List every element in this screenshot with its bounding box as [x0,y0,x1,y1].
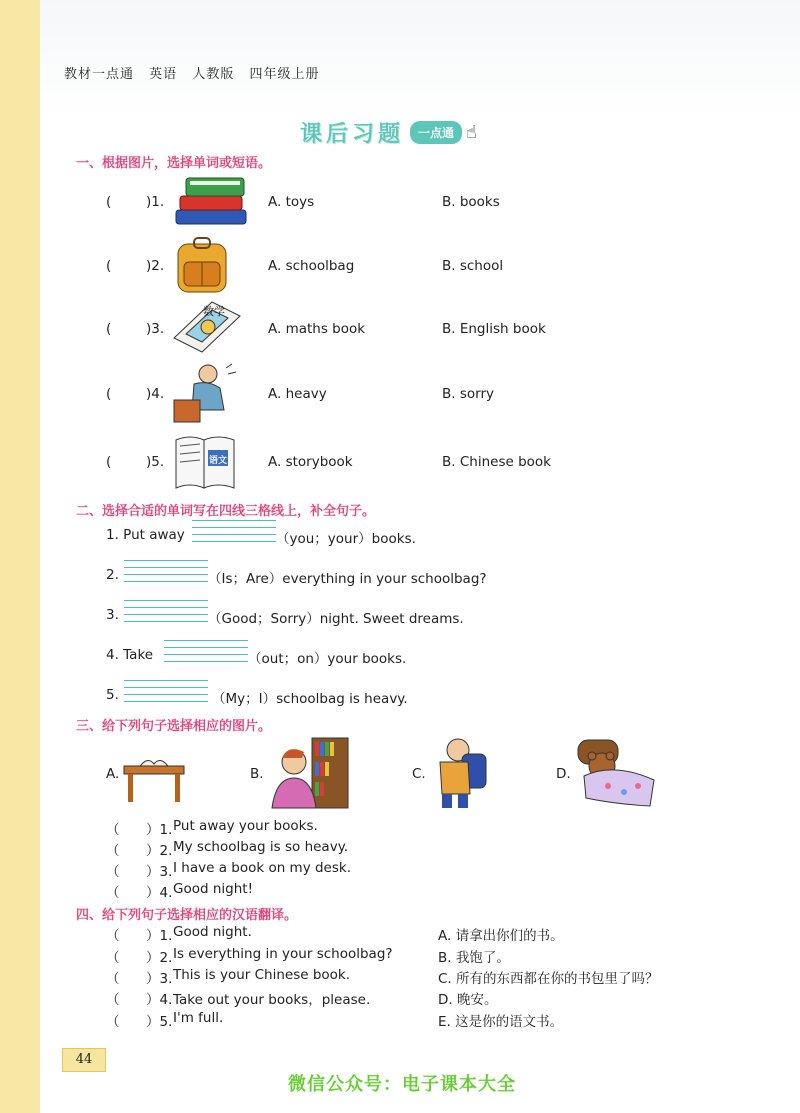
answer-blank[interactable]: ( [106,194,112,210]
pointing-hand-icon: ☝ [466,121,477,143]
sentence-prefix: 5. [106,687,119,703]
option-b: B. school [442,258,504,274]
item-number: )5. [146,454,165,470]
bear-in-bed-picture [574,736,660,810]
english-sentence: Take out your books，please. [173,992,371,1008]
answer-blank[interactable]: （ [106,992,120,1008]
option-a: A. storybook [268,454,353,470]
option-a: A. heavy [268,386,327,402]
chinese-book-picture [172,430,238,492]
option-a: A. toys [268,194,315,210]
item-number: )2. [146,258,165,274]
picture-label-d: D. [556,766,571,782]
answer-blank[interactable]: （ [106,843,120,859]
answer-blank[interactable]: （ [106,864,120,880]
english-sentence: This is your Chinese book. [173,967,351,983]
english-sentence: Is everything in your schoolbag? [173,946,393,962]
english-sentence: Good night. [173,924,252,940]
chinese-option: C. 所有的东西都在你的书包里了吗？ [438,971,659,987]
sentence: I have a book on my desk. [173,860,352,876]
header-series: 教材一点通 [64,67,135,82]
sentence-suffix: （Is；Are）everything in your schoolbag? [208,571,487,587]
item-number: ）1. [146,928,173,944]
item-number: ）3. [146,971,173,987]
header-edition: 人教版 [192,67,235,82]
picture-label-a: A. [106,766,120,782]
four-line-writing-grid[interactable] [164,640,248,666]
left-margin-band [0,0,40,1113]
option-b: B. Chinese book [442,454,551,470]
item-number: ）3. [146,864,173,880]
watermark-text: 微信公众号：电子课本大全 [288,1074,516,1095]
answer-blank[interactable]: （ [106,928,120,944]
sentence-suffix: （My；I）schoolbag is heavy. [212,691,408,707]
four-line-writing-grid[interactable] [124,600,208,626]
item-number: )3. [146,321,165,337]
item-number: ）2. [146,843,173,859]
sentence-prefix: 3. [106,607,119,623]
books-stack-picture [172,172,250,230]
option-a: A. schoolbag [268,258,355,274]
girl-putting-books-away-picture [268,736,350,810]
item-number: ）4. [146,885,173,901]
sentence-suffix: （Good；Sorry）night. Sweet dreams. [208,611,464,627]
book-header [64,63,329,82]
chinese-option: B. 我饱了。 [438,950,510,966]
book-on-desk-picture [120,748,188,804]
banner-title: 课后习题 [300,121,405,147]
chinese-book-cover-label: 语文 [209,456,228,466]
chinese-option: A. 请拿出你们的书。 [438,928,564,944]
four-line-writing-grid[interactable] [192,520,276,546]
item-number: ）2. [146,950,173,966]
schoolbag-picture [172,236,232,296]
section-banner [300,115,477,149]
option-b: B. books [442,194,500,210]
answer-blank[interactable]: （ [106,885,120,901]
option-a: A. maths book [268,321,366,337]
item-number: ）4. [146,992,173,1008]
item-number: ）5. [146,1014,173,1030]
four-line-writing-grid[interactable] [124,560,208,586]
option-b: B. sorry [442,386,494,402]
header-background [0,0,800,118]
header-grade: 四年级上册 [249,67,320,82]
answer-blank[interactable]: （ [106,971,120,987]
man-lifting-box-picture [170,362,240,426]
answer-blank[interactable]: ( [106,258,112,274]
page-number: 44 [62,1048,106,1072]
answer-blank[interactable]: ( [106,454,112,470]
sentence-suffix: （out；on）your books. [248,651,407,667]
sentence-suffix: （you；your）books. [276,531,416,547]
section3-title: 三、给下列句子选择相应的图片。 [76,719,272,734]
picture-label-c: C. [412,766,426,782]
item-number: ）1. [146,822,173,838]
sentence-prefix: 2. [106,567,119,583]
option-b: B. English book [442,321,546,337]
maths-book-cover-label: 数学 [203,305,225,318]
picture-label-b: B. [250,766,264,782]
chinese-option: E. 这是你的语文书。 [438,1014,564,1030]
banner-subtitle: 一点通 [410,121,462,144]
item-number: )4. [146,386,165,402]
section2-title: 二、选择合适的单词写在四线三格线上，补全句子。 [76,504,376,519]
answer-blank[interactable]: ( [106,321,112,337]
sentence-prefix: 1. Put away [106,527,185,543]
english-sentence: I'm full. [173,1010,224,1026]
section1-title: 一、根据图片，选择单词或短语。 [76,156,272,171]
chinese-option: D. 晚安。 [438,992,498,1008]
sentence-prefix: 4. Take [106,647,154,663]
sentence: Put away your books. [173,818,318,834]
answer-blank[interactable]: （ [106,1014,120,1030]
answer-blank[interactable]: （ [106,950,120,966]
item-number: )1. [146,194,165,210]
header-subject: 英语 [149,67,178,82]
answer-blank[interactable]: ( [106,386,112,402]
four-line-writing-grid[interactable] [124,680,208,706]
sentence: Good night! [173,881,253,897]
sentence: My schoolbag is so heavy. [173,839,349,855]
section4-title: 四、给下列句子选择相应的汉语翻译。 [76,908,298,923]
answer-blank[interactable]: （ [106,822,120,838]
child-with-heavy-schoolbag-picture [428,736,494,810]
